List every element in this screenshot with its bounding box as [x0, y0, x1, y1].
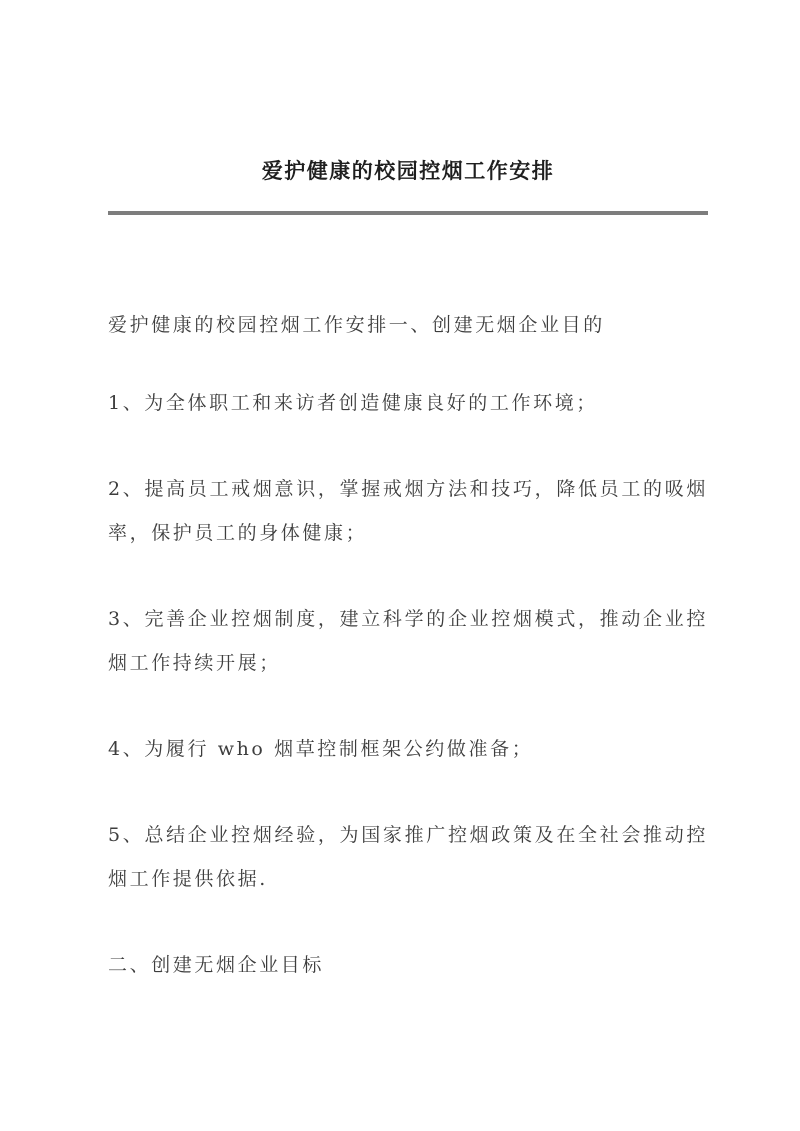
paragraph-item-3: 3、完善企业控烟制度，建立科学的企业控烟模式，推动企业控烟工作持续开展；	[108, 608, 708, 674]
document-title: 爱护健康的校园控烟工作安排	[261, 158, 555, 183]
paragraph-item-1: 1、为全体职工和来访者创造健康良好的工作环境；	[108, 392, 598, 414]
paragraph-item-2: 2、提高员工戒烟意识，掌握戒烟方法和技巧，降低员工的吸烟率，保护员工的身体健康；	[108, 478, 708, 544]
paragraph-item-4: 4、为履行 who 烟草控制框架公约做准备；	[108, 738, 534, 760]
paragraph-item-5: 5、总结企业控烟经验，为国家推广控烟政策及在全社会推动控烟工作提供依据.	[108, 824, 708, 890]
title-divider	[108, 211, 708, 215]
paragraph-intro: 爱护健康的校园控烟工作安排一、创建无烟企业目的	[108, 314, 605, 336]
paragraph-section-2-heading: 二、创建无烟企业目标	[108, 954, 325, 976]
